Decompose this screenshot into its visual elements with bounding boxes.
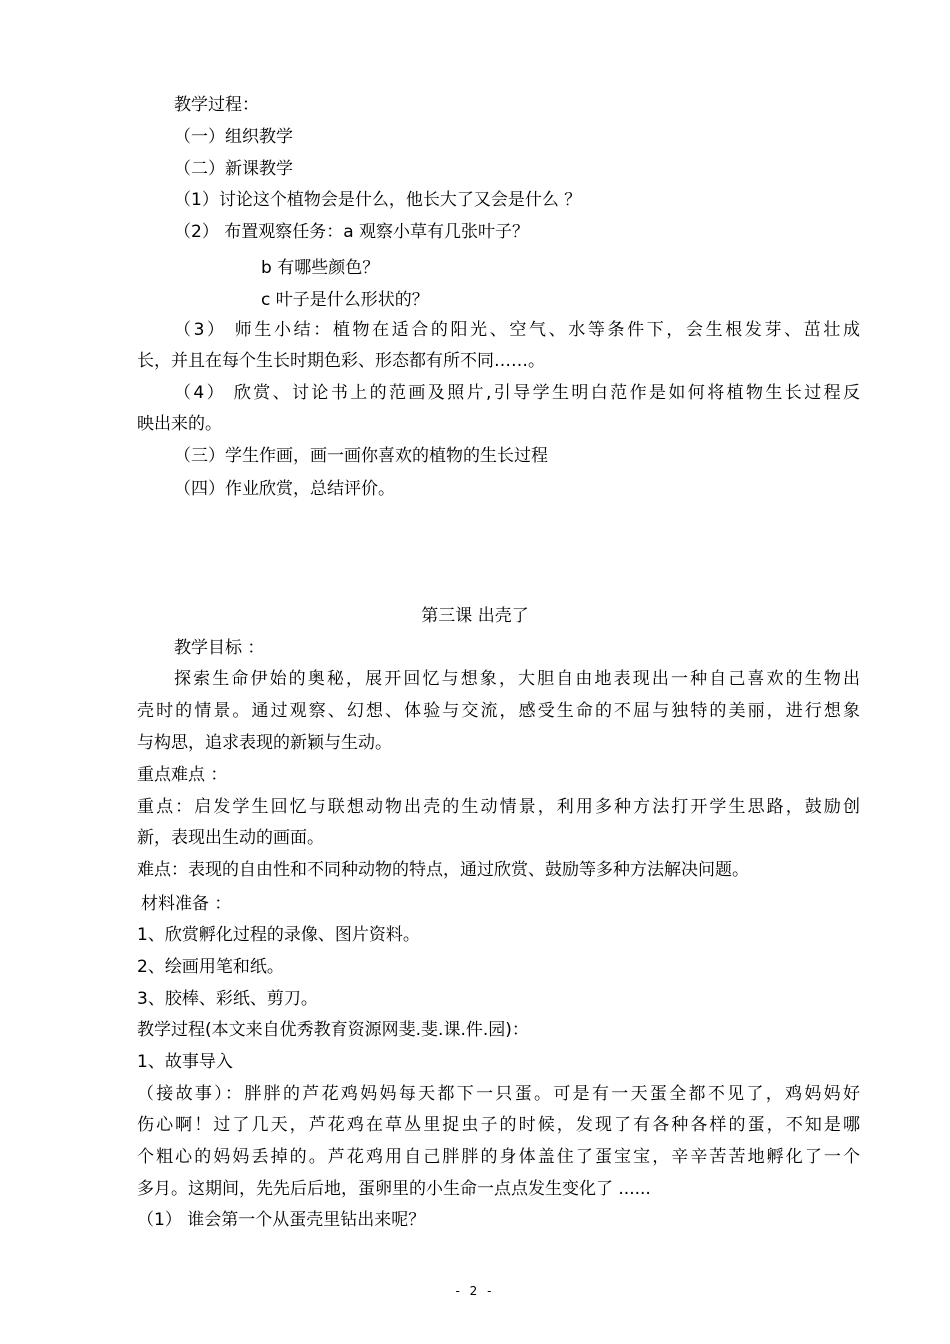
- paragraph-line: 长，并且在每个生长时期色彩、形态都有所不同……。: [137, 351, 545, 371]
- paragraph-line: 映出来的。: [137, 414, 222, 434]
- paragraph-line: 个粗心的妈妈丢掉的。芦花鸡用自己胖胖的身体盖住了蛋宝宝，辛辛苦苦地孵化了一个: [137, 1147, 860, 1167]
- list-item: c 叶子是什么形状的？: [261, 290, 429, 310]
- list-item: 1、故事导入: [137, 1052, 233, 1072]
- section-label-process: 教学过程(本文来自优秀教育资源网斐.斐.课.件.园)：: [137, 1020, 529, 1040]
- list-item: （一）组织教学: [174, 127, 293, 147]
- paragraph-line: 伤心啊！过了几天，芦花鸡在草丛里捉虫子的时候，发现了有各种各样的蛋，不知是哪: [137, 1115, 860, 1135]
- list-item: 1、欣赏孵化过程的录像、图片资料。: [137, 925, 420, 945]
- list-item: （1） 谁会第一个从蛋壳里钻出来呢？: [137, 1210, 426, 1230]
- section-label-goals: 教学目标 ：: [174, 638, 265, 658]
- list-item: b 有哪些颜色？: [261, 258, 380, 278]
- paragraph-line: 壳时的情景。通过观察、幻想、体验与交流，感受生命的不屈与独特的美丽，进行想象: [137, 701, 860, 721]
- paragraph-line: 重点：启发学生回忆与联想动物出壳的生动情景，利用多种方法打开学生思路，鼓励创: [137, 797, 860, 817]
- list-item: （三）学生作画，画一画你喜欢的植物的生长过程: [174, 446, 548, 466]
- lesson-title: 第三课 出壳了: [421, 606, 529, 626]
- list-item: （二）新课教学: [174, 159, 293, 179]
- paragraph-line: 新，表现出生动的画面。: [137, 828, 324, 848]
- paragraph-line: 与构思，追求表现的新颖与生动。: [137, 733, 392, 753]
- list-item: 3、胶棒、彩纸、剪刀。: [137, 989, 318, 1009]
- section-heading-teaching-process: 教学过程：: [174, 95, 259, 115]
- paragraph-line: （3） 师生小结：植物在适合的阳光、空气、水等条件下，会生根发芽、茁壮成: [174, 320, 860, 340]
- paragraph-line: （4） 欣赏、讨论书上的范画及照片,引导学生明白范作是如何将植物生长过程反: [174, 383, 860, 403]
- section-label-key-points: 重点难点 ：: [137, 765, 228, 785]
- list-item: （四）作业欣赏，总结评价。: [174, 479, 395, 499]
- page-number: - 2 -: [455, 1284, 495, 1298]
- paragraph-line: 多月。这期间，先先后后地，蛋卵里的小生命一点点发生变化了 ......: [137, 1179, 651, 1199]
- section-label-materials: 材料准备 ：: [141, 894, 232, 914]
- paragraph-line: （接故事）：胖胖的芦花鸡妈妈每天都下一只蛋。可是有一天蛋全都不见了，鸡妈妈好: [137, 1084, 860, 1104]
- list-item: （1）讨论这个植物会是什么，他长大了又会是什么 ？: [174, 190, 582, 210]
- paragraph-line: 难点：表现的自由性和不同种动物的特点，通过欣赏、鼓励等多种方法解决问题。: [137, 860, 749, 880]
- paragraph-line: 探索生命伊始的奥秘，展开回忆与想象，大胆自由地表现出一种自己喜欢的生物出: [174, 669, 860, 689]
- list-item: 2、绘画用笔和纸。: [137, 957, 284, 977]
- list-item: （2） 布置观察任务：a 观察小草有几张叶子？: [174, 222, 530, 242]
